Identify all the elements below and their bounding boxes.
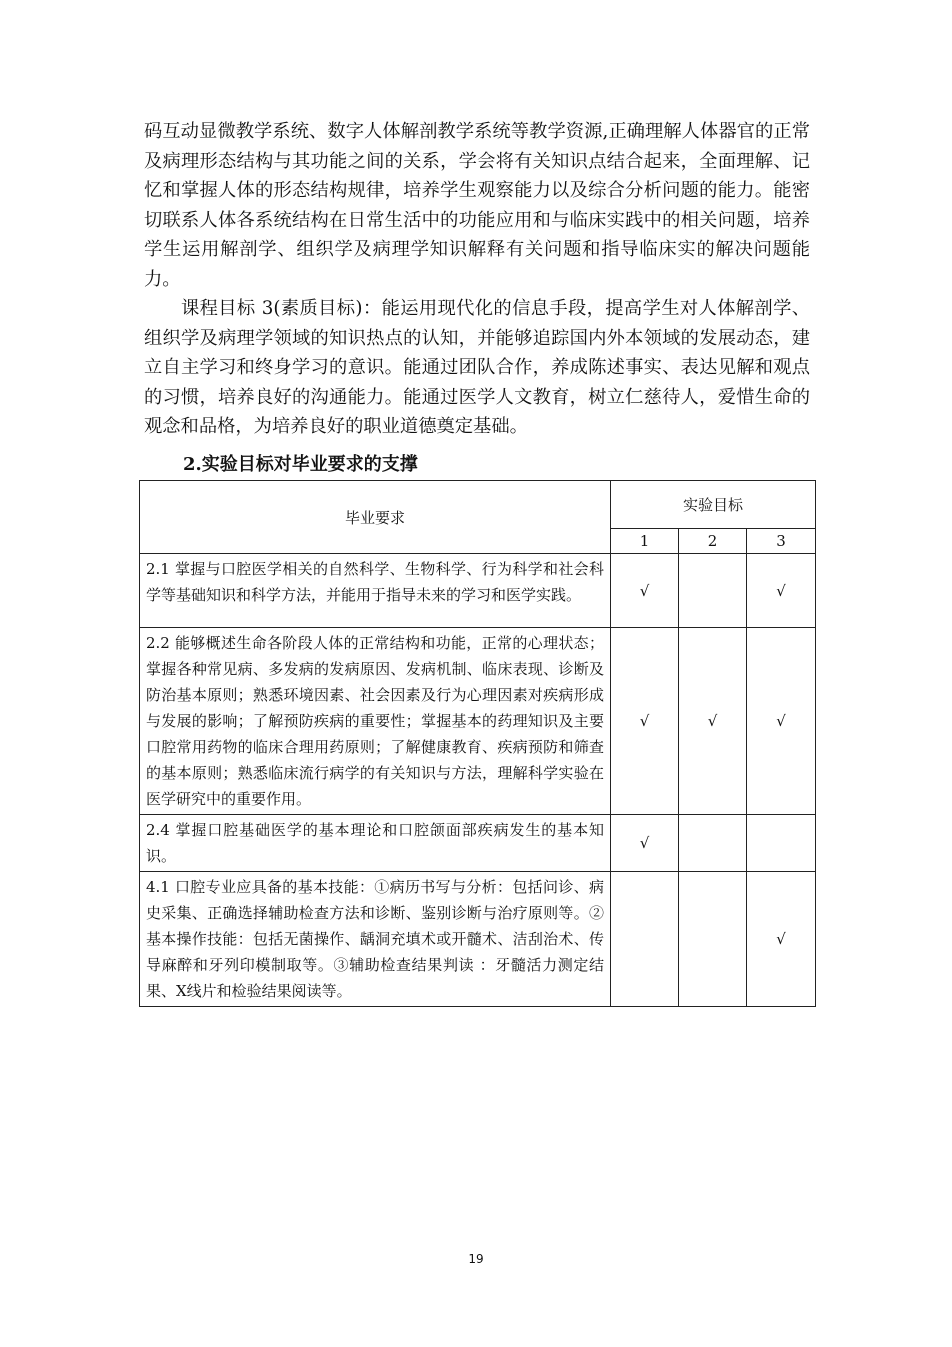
header-goals: 实验目标 bbox=[611, 481, 816, 529]
mark-cell: √ bbox=[747, 872, 816, 1007]
mark-cell bbox=[679, 554, 747, 628]
requirement-cell: 2.4 掌握口腔基础医学的基本理论和口腔颌面部疾病发生的基本知识。 bbox=[140, 815, 611, 872]
mark-cell bbox=[611, 872, 679, 1007]
table-row bbox=[140, 554, 816, 628]
mark-cell bbox=[679, 815, 747, 872]
table-row bbox=[140, 815, 816, 872]
requirement-cell: 2.1 掌握与口腔医学相关的自然科学、生物科学、行为科学和社会科学等基础知识和科学方法，并能用于指导未来的学习和医学实践。 bbox=[140, 554, 611, 628]
goal-support-table bbox=[139, 480, 816, 1007]
paragraph-course-goal-2-continued: 码互动显微教学系统、数字人体解剖教学系统等教学资源,正确理解人体器官的正常及病理形态结构与其功能之间的关系，学会将有关知识点结合起来，全面理解、记忆和掌握人体的形态结构规律，培养学生观察能力以及综合分析问题的能力。能密切联系人体各系统结构在日常生活中的功能应用和与临床实践中的相关问题，培养学生运用解剖学、组织学及病理学知识解释有关问题和指导临床实的解决问题能力。 bbox=[144, 121, 810, 290]
mark-cell: √ bbox=[611, 628, 679, 815]
mark-cell: √ bbox=[747, 628, 816, 815]
header-goal-2: 2 bbox=[679, 528, 747, 553]
mark-cell bbox=[679, 872, 747, 1007]
header-goal-1: 1 bbox=[611, 528, 679, 553]
mark-cell: √ bbox=[679, 628, 747, 815]
requirement-cell: 2.2 能够概述生命各阶段人体的正常结构和功能，正常的心理状态；掌握各种常见病、多发病的发病原因、发病机制、临床表现、诊断及防治基本原则；熟悉环境因素、社会因素及行为心理因素对疾病形成与发展的影响；了解预防疾病的重要性；掌握基本的药理知识及主要口腔常用药物的临床合理用药原则；了解健康教育、疾病预防和筛查的基本原则；熟悉临床流行病学的有关知识与方法，理解科学实验在医学研究中的重要作用。 bbox=[140, 628, 611, 815]
table-row bbox=[140, 872, 816, 1007]
header-goal-3: 3 bbox=[747, 528, 816, 553]
page-number: 19 bbox=[468, 1252, 484, 1266]
mark-cell: √ bbox=[611, 815, 679, 872]
paragraph-course-goal-3: 课程目标 3(素质目标)：能运用现代化的信息手段，提高学生对人体解剖学、组织学及病理学领域的知识热点的认知，并能够追踪国内外本领域的发展动态，建立自主学习和终身学习的意识。能通过团队合作，养成陈述事实、表达见解和观点的习惯，培养良好的沟通能力。能通过医学人文教育，树立仁慈待人，爱惜生命的观念和品格，为培养良好的职业道德奠定基础。 bbox=[144, 298, 810, 437]
header-requirement: 毕业要求 bbox=[140, 481, 611, 554]
section-heading: 2.实验目标对毕业要求的支撑 bbox=[183, 454, 418, 475]
requirement-cell: 4.1 口腔专业应具备的基本技能：①病历书写与分析：包括问诊、病史采集、正确选择辅助检查方法和诊断、鉴别诊断与治疗原则等。②基本操作技能：包括无菌操作、龋洞充填术或开髓术、洁刮治术、传导麻醉和牙列印模制取等。③辅助检查结果判读 ：牙髓活力测定结果、X线片和检验结果阅读等。 bbox=[140, 872, 611, 1007]
mark-cell: √ bbox=[611, 554, 679, 628]
mark-cell bbox=[747, 815, 816, 872]
mark-cell: √ bbox=[747, 554, 816, 628]
table-row bbox=[140, 628, 816, 815]
